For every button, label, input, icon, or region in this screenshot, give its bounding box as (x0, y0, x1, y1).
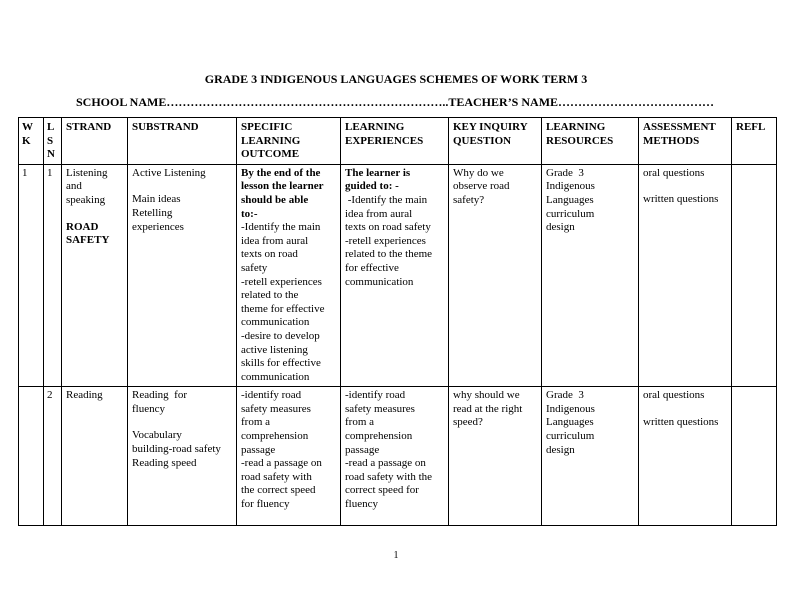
cell-line: from a (345, 416, 375, 429)
header-row (19, 118, 777, 165)
cell-line: related to the theme (345, 248, 433, 261)
header-lsn-line: N (47, 148, 55, 161)
cell-line: -identify road (241, 389, 302, 402)
cell-line: curriculum (546, 207, 595, 220)
cell-line: should be able (241, 193, 309, 206)
cell-line: Languages (546, 193, 594, 206)
cell-line: oral questions (643, 166, 705, 179)
cell-learning-experiences (341, 164, 449, 387)
cell-line: Retelling (132, 206, 173, 219)
cell-line: communication (345, 275, 414, 288)
cell-specific-learning-outcome (237, 387, 341, 526)
header-slo-line: SPECIFIC (241, 121, 293, 133)
cell-line: Reading (66, 389, 103, 402)
cell-strand (62, 164, 128, 387)
cell-strand (62, 387, 128, 526)
cell-line: idea from aural (241, 234, 309, 247)
cell-line: observe road (453, 180, 510, 193)
cell-line: passage (345, 443, 380, 456)
cell-line: from a (241, 416, 271, 429)
header-key-inquiry-question (449, 118, 542, 165)
cell-line: why should we (453, 389, 520, 402)
header-slo-line: LEARNING (241, 134, 301, 147)
cell-learning-resources (542, 387, 639, 526)
cell-line: road safety with the (345, 470, 433, 483)
cell-line: -Identify the main (241, 221, 321, 234)
cell-line: guided to: - (345, 180, 399, 193)
cell-line: texts on road safety (345, 221, 431, 234)
cell-line: for fluency (241, 498, 290, 511)
header-am-line: ASSESSMENT (643, 121, 716, 133)
cell-line: design (546, 443, 575, 456)
school-teacher-line: SCHOOL NAME……………………………………………………………..TEACHER’S NAME………………………………… (76, 95, 715, 109)
cell-lesson: 1 (44, 164, 62, 387)
cell-line: read at the right (453, 402, 523, 415)
header-kiq-line: KEY INQUIRY (453, 121, 528, 133)
cell-line: -Identify the main (345, 193, 428, 206)
cell-line: SAFETY (66, 234, 110, 247)
header-lsn-line: L (47, 121, 55, 133)
cell-line: Main ideas (132, 193, 181, 206)
cell-line: Reading for (132, 389, 187, 402)
header-learning-resources (542, 118, 639, 165)
header-am-line: METHODS (643, 134, 700, 147)
cell-assessment-methods (639, 387, 732, 526)
cell-line: road safety with (241, 470, 312, 483)
cell-assessment-methods (639, 164, 732, 387)
header-kiq-line: QUESTION (453, 134, 512, 147)
blank-line (132, 180, 232, 193)
cell-line: communication (241, 370, 310, 383)
cell-reflection (732, 164, 777, 387)
blank-line (643, 180, 727, 193)
cell-line: written questions (643, 193, 719, 206)
cell-line: fluency (132, 402, 165, 415)
cell-line: safety? (453, 193, 485, 206)
cell-line: and (66, 180, 82, 193)
cell-line: oral questions (643, 389, 705, 402)
cell-lesson: 2 (44, 387, 62, 526)
scheme-of-work-table (18, 117, 777, 526)
cell-line: -retell experiences (241, 275, 322, 288)
cell-line: lesson the learner (241, 180, 324, 193)
cell-line: ROAD (66, 220, 99, 233)
header-wk-line: W (22, 121, 33, 133)
header-le-line: LEARNING (345, 121, 405, 133)
blank-line (66, 208, 123, 221)
header-substrand: SUBSTRAND (128, 118, 237, 165)
cell-line: Grade 3 (546, 166, 584, 179)
table-row (19, 164, 777, 387)
cell-line: comprehension (241, 430, 309, 443)
cell-line: comprehension (345, 430, 413, 443)
cell-line: -read a passage on (345, 457, 426, 470)
cell-line: Indigenous (546, 180, 595, 193)
cell-line: By the end of the (241, 166, 321, 179)
cell-line: Why do we (453, 166, 504, 179)
cell-line: Active Listening (132, 166, 206, 179)
cell-line: safety measures (345, 402, 415, 415)
header-learning-experiences (341, 118, 449, 165)
cell-key-inquiry-question (449, 387, 542, 526)
header-specific-learning-outcome (237, 118, 341, 165)
cell-line: -identify road (345, 389, 406, 402)
cell-line: for effective (345, 261, 399, 274)
header-lr-line: LEARNING (546, 121, 606, 133)
blank-line (643, 403, 727, 416)
header-lsn (44, 118, 62, 165)
cell-line: texts on road (241, 248, 298, 261)
header-strand: STRAND (62, 118, 128, 165)
cell-line: design (546, 221, 575, 234)
header-wk-line: K (22, 134, 31, 147)
cell-line: written questions (643, 415, 719, 428)
cell-line: speed? (453, 416, 483, 429)
header-lr-line: RESOURCES (546, 134, 614, 147)
header-wk (19, 118, 44, 165)
cell-line: Languages (546, 416, 594, 429)
cell-key-inquiry-question (449, 164, 542, 387)
cell-reflection (732, 387, 777, 526)
cell-line: Listening (66, 166, 108, 179)
header-reflection: REFL (732, 118, 777, 165)
cell-line: curriculum (546, 430, 595, 443)
cell-specific-learning-outcome (237, 164, 341, 387)
header-le-line: EXPERIENCES (345, 134, 424, 147)
cell-line: Reading speed (132, 456, 197, 469)
cell-learning-resources (542, 164, 639, 387)
cell-line: idea from aural (345, 207, 413, 220)
header-slo-line: OUTCOME (241, 148, 300, 161)
cell-line: The learner is (345, 166, 411, 179)
cell-line: Vocabulary (132, 429, 182, 442)
cell-line: -read a passage on (241, 457, 322, 470)
cell-line: -retell experiences (345, 234, 426, 247)
cell-week (19, 387, 44, 526)
cell-line: passage (241, 443, 276, 456)
cell-line: building-road safety (132, 443, 221, 456)
cell-line: correct speed for (345, 484, 419, 497)
cell-line: -desire to develop (241, 329, 320, 342)
cell-line: speaking (66, 193, 106, 206)
cell-line: active listening (241, 343, 308, 356)
cell-line: experiences (132, 220, 184, 233)
cell-line: to:- (241, 207, 258, 220)
document-title: GRADE 3 INDIGENOUS LANGUAGES SCHEMES OF WORK TERM 3 (204, 72, 588, 86)
cell-substrand (128, 164, 237, 387)
header-assessment-methods (639, 118, 732, 165)
cell-line: Indigenous (546, 402, 595, 415)
page-number: 1 (393, 550, 399, 561)
cell-line: theme for effective (241, 302, 325, 315)
cell-line: safety (241, 261, 268, 274)
cell-learning-experiences (341, 387, 449, 526)
cell-week: 1 (19, 164, 44, 387)
table-row (19, 387, 777, 526)
cell-line: the correct speed (241, 484, 316, 497)
cell-line: Grade 3 (546, 389, 584, 402)
cell-line: safety measures (241, 402, 311, 415)
cell-line: fluency (345, 498, 378, 511)
cell-line: related to the (241, 289, 299, 302)
cell-substrand (128, 387, 237, 526)
blank-line (132, 416, 232, 429)
cell-line: skills for effective (241, 357, 321, 370)
header-lsn-line: S (47, 134, 54, 147)
cell-line: communication (241, 316, 310, 329)
